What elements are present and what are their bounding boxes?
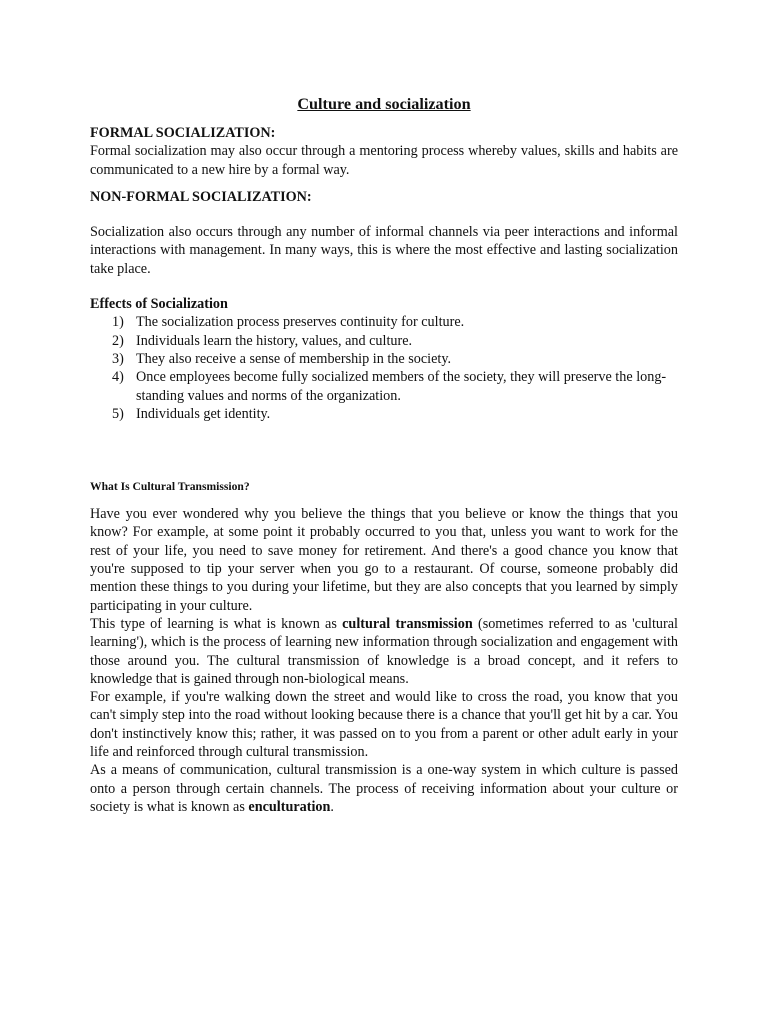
transmission-paragraph-1: Have you ever wondered why you believe the things that you believe or know the things that you know? For example, at some point it probably occurred to you that, unless you want to work for the rest of your life, you need to save money for retirement. And there's a good chance you know that you're supposed to tip your server when you go to a restaurant. Of course, someone probably did mention these things to you during your lifetime, but they are also concepts that you learned by simply participating in your culture. — [90, 506, 678, 614]
list-item-text: Individuals learn the history, values, and culture. — [136, 332, 413, 349]
formal-socialization-heading: FORMAL SOCIALIZATION: — [90, 125, 276, 141]
formal-socialization-text: Formal socialization may also occur through a mentoring process whereby values, skills and habits are communicated to a new hire by a formal way. — [90, 143, 678, 178]
list-item-text: They also receive a sense of membership in the society. — [136, 350, 452, 367]
list-number: 3) — [112, 350, 124, 367]
paragraph-text: . — [330, 798, 334, 815]
bold-term-enculturation: enculturation — [248, 798, 331, 815]
list-item — [90, 405, 678, 423]
list-number: 4) — [112, 369, 124, 386]
cultural-transmission-heading: What Is Cultural Transmission? — [90, 480, 250, 494]
list-item — [90, 350, 678, 368]
list-item-text: Once employees become fully socialized members of the society, they will preserve the long-standing values and norms of the organization. — [136, 369, 667, 404]
paragraph-text: This type of learning is what is known as — [90, 615, 343, 632]
paragraph-text: (sometimes referred to as 'cultural learning'), which is the process of learning new information through socialization and engagement with those around you. The cultural transmission of knowledge is a broad concept, and it refers to knowledge that is gained through non-biological means. — [90, 615, 678, 687]
paragraph-text: As a means of communication, cultural transmission is a one-way system in which culture is passed onto a person through certain channels. The process of receiving information about your culture or society is what is known as — [90, 762, 678, 815]
bold-term-cultural-transmission: cultural transmission — [342, 615, 473, 632]
nonformal-socialization-text: Socialization also occurs through any number of informal channels via peer interactions and informal interactions with management. In many ways, this is where the most effective and lasting socialization take place. — [90, 224, 678, 277]
list-item — [90, 368, 678, 405]
list-number: 5) — [112, 405, 124, 422]
list-item — [90, 313, 678, 331]
cultural-transmission-body — [90, 505, 678, 816]
document-title: Culture and socialization — [297, 95, 471, 113]
list-number: 2) — [112, 332, 124, 349]
document-content — [90, 94, 678, 816]
list-item — [90, 332, 678, 350]
list-item-text: Individuals get identity. — [136, 405, 271, 422]
effects-list — [90, 313, 678, 423]
effects-heading: Effects of Socialization — [90, 296, 228, 313]
list-item-text: The socialization process preserves continuity for culture. — [136, 314, 465, 331]
transmission-paragraph-3: For example, if you're walking down the street and would like to cross the road, you know that you can't simply step into the road without looking because there is a chance that you'll get hit by a car. You don't instinctively know this; rather, it was passed on to you from a parent or other adult early in your life and reinforced through cultural transmission. — [90, 689, 678, 761]
nonformal-socialization-heading: NON-FORMAL SOCIALIZATION: — [90, 188, 312, 205]
transmission-paragraph-4 — [90, 761, 678, 816]
transmission-paragraph-2 — [90, 615, 678, 688]
list-number: 1) — [112, 314, 124, 331]
